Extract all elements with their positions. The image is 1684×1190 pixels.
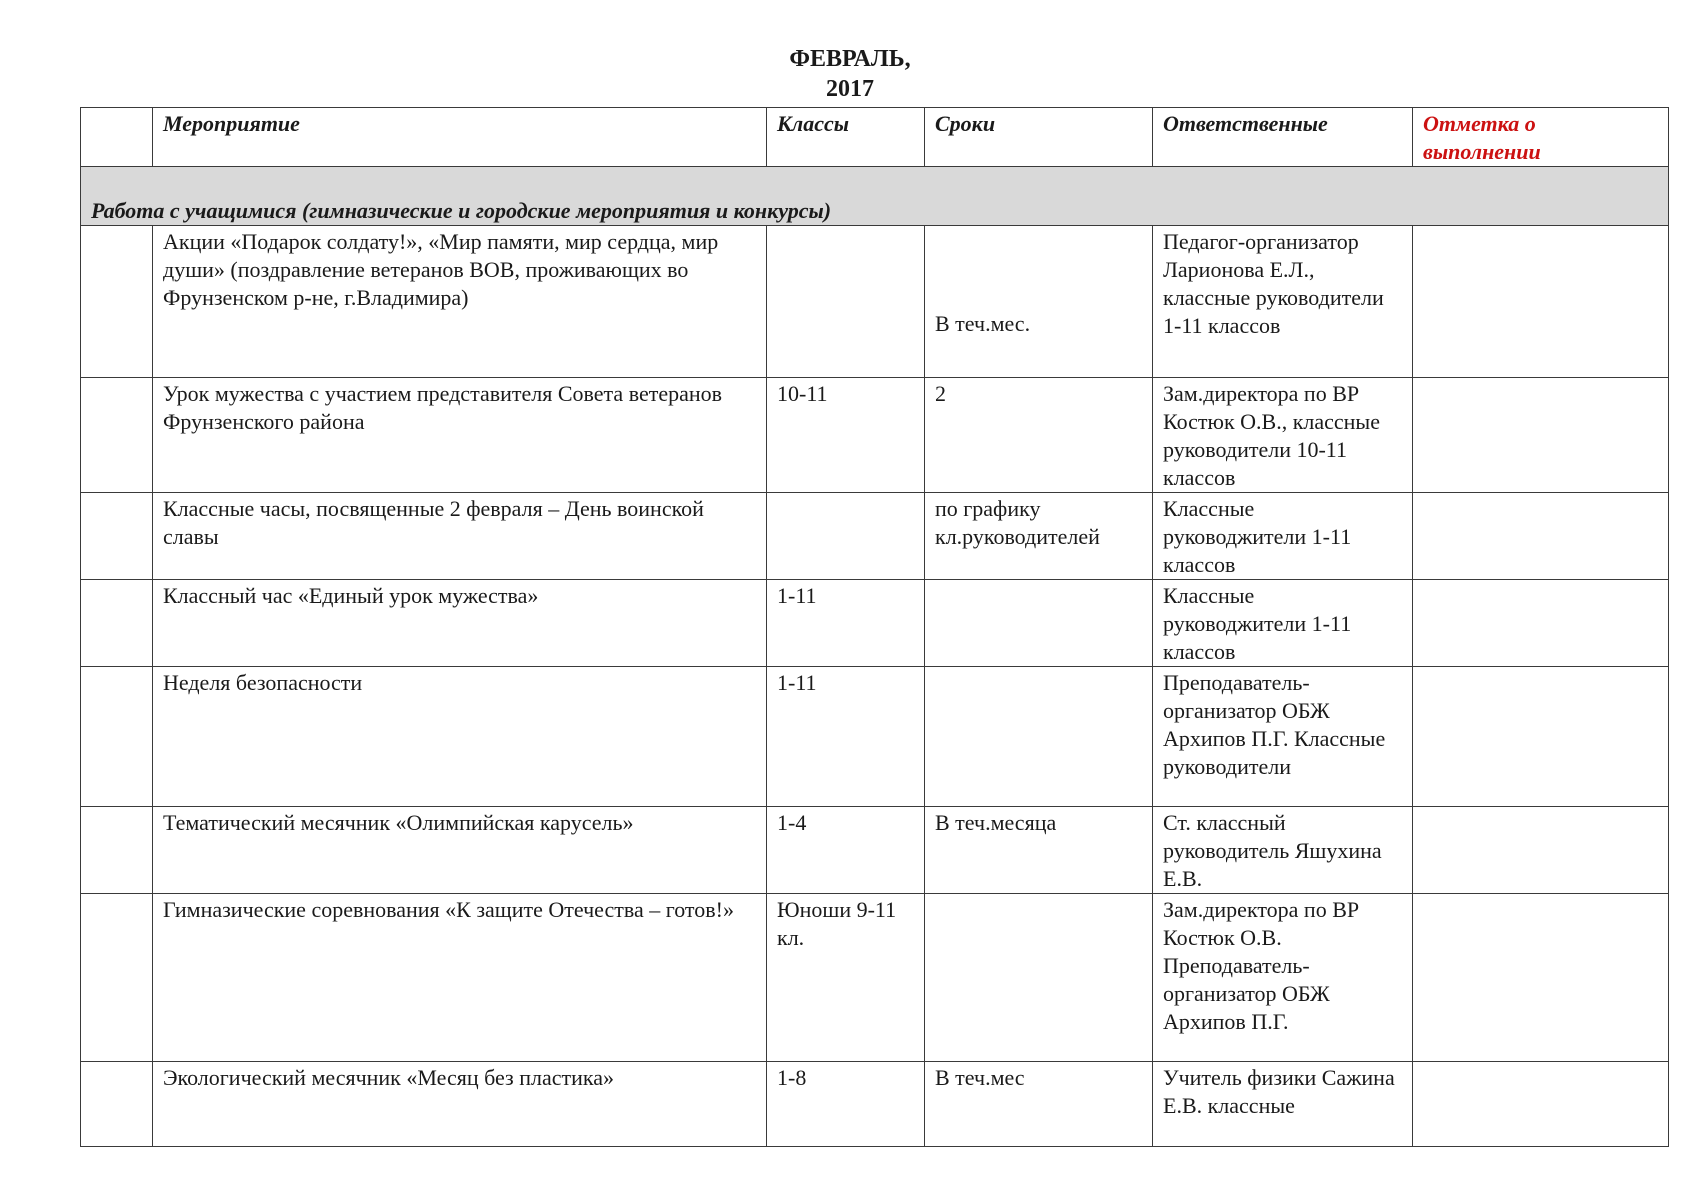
header-responsible: Ответственные xyxy=(1153,108,1413,167)
cell-responsible: Учитель физики Сажина Е.В. классные xyxy=(1153,1062,1413,1147)
cell-classes: 1-8 xyxy=(767,1062,925,1147)
table-row xyxy=(81,1062,1669,1147)
cell-event: Классные часы, посвященные 2 февраля – День воинской славы xyxy=(153,493,767,580)
events-table xyxy=(80,107,1669,1147)
cell-number xyxy=(81,1062,153,1147)
cell-event: Тематический месячник «Олимпийская карусель» xyxy=(153,807,767,894)
cell-responsible: Педагог-организатор Ларионова Е.Л., классные руководители 1-11 классов xyxy=(1153,226,1413,378)
table-row xyxy=(81,807,1669,894)
cell-classes: 1-4 xyxy=(767,807,925,894)
cell-classes: 1-11 xyxy=(767,580,925,667)
cell-number xyxy=(81,807,153,894)
cell-responsible: Преподаватель-организатор ОБЖ Архипов П.Г. Классные руководители xyxy=(1153,667,1413,807)
table-row xyxy=(81,226,1669,378)
section-label: Работа с учащимися (гимназические и городские мероприятия и конкурсы) xyxy=(81,167,1669,226)
table-row xyxy=(81,378,1669,493)
cell-mark xyxy=(1413,493,1669,580)
cell-responsible: Ст. классный руководитель Яшухина Е.В. xyxy=(1153,807,1413,894)
cell-responsible: Классные руководжители 1-11 классов xyxy=(1153,580,1413,667)
cell-responsible: Зам.директора по ВР Костюк О.В., классные руководители 10-11 классов xyxy=(1153,378,1413,493)
table-header-row xyxy=(81,108,1669,167)
table-row xyxy=(81,493,1669,580)
cell-classes: Юноши 9-11 кл. xyxy=(767,894,925,1062)
cell-classes xyxy=(767,226,925,378)
header-event: Мероприятие xyxy=(153,108,767,167)
table-row xyxy=(81,580,1669,667)
cell-mark xyxy=(1413,894,1669,1062)
cell-dates xyxy=(925,580,1153,667)
cell-mark xyxy=(1413,378,1669,493)
table-row xyxy=(81,894,1669,1062)
cell-classes: 1-11 xyxy=(767,667,925,807)
cell-mark xyxy=(1413,1062,1669,1147)
cell-event: Классный час «Единый урок мужества» xyxy=(153,580,767,667)
cell-dates: В теч.мес. xyxy=(925,226,1153,378)
header-classes: Классы xyxy=(767,108,925,167)
cell-dates xyxy=(925,667,1153,807)
section-row xyxy=(81,167,1669,226)
cell-mark xyxy=(1413,226,1669,378)
cell-event: Акции «Подарок солдату!», «Мир памяти, мир сердца, мир души» (поздравление ветеранов ВОВ, проживающих во Фрунзенском р-не, г.Владимира) xyxy=(153,226,767,378)
cell-classes xyxy=(767,493,925,580)
cell-dates: В теч.мес xyxy=(925,1062,1153,1147)
title-month: ФЕВРАЛЬ, xyxy=(789,46,911,72)
cell-classes: 10-11 xyxy=(767,378,925,493)
cell-number xyxy=(81,226,153,378)
cell-number xyxy=(81,378,153,493)
cell-mark xyxy=(1413,807,1669,894)
cell-number xyxy=(81,580,153,667)
cell-event: Гимназические соревнования «К защите Отечества – готов!» xyxy=(153,894,767,1062)
cell-dates: В теч.месяца xyxy=(925,807,1153,894)
header-mark: Отметка о выполнении xyxy=(1413,108,1669,167)
cell-number xyxy=(81,667,153,807)
header-dates: Сроки xyxy=(925,108,1153,167)
cell-dates: 2 xyxy=(925,378,1153,493)
title-year: 2017 xyxy=(826,76,874,102)
cell-dates xyxy=(925,894,1153,1062)
cell-responsible: Классные руководжители 1-11 классов xyxy=(1153,493,1413,580)
cell-number xyxy=(81,894,153,1062)
cell-dates: по графику кл.руководителей xyxy=(925,493,1153,580)
cell-number xyxy=(81,493,153,580)
document-title xyxy=(700,44,1000,104)
cell-event: Экологический месячник «Месяц без пластика» xyxy=(153,1062,767,1147)
cell-mark xyxy=(1413,580,1669,667)
table-row xyxy=(81,667,1669,807)
cell-event: Неделя безопасности xyxy=(153,667,767,807)
cell-event: Урок мужества с участием представителя Совета ветеранов Фрунзенского района xyxy=(153,378,767,493)
cell-mark xyxy=(1413,667,1669,807)
cell-responsible: Зам.директора по ВР Костюк О.В. Преподаватель-организатор ОБЖ Архипов П.Г. xyxy=(1153,894,1413,1062)
header-number xyxy=(81,108,153,167)
